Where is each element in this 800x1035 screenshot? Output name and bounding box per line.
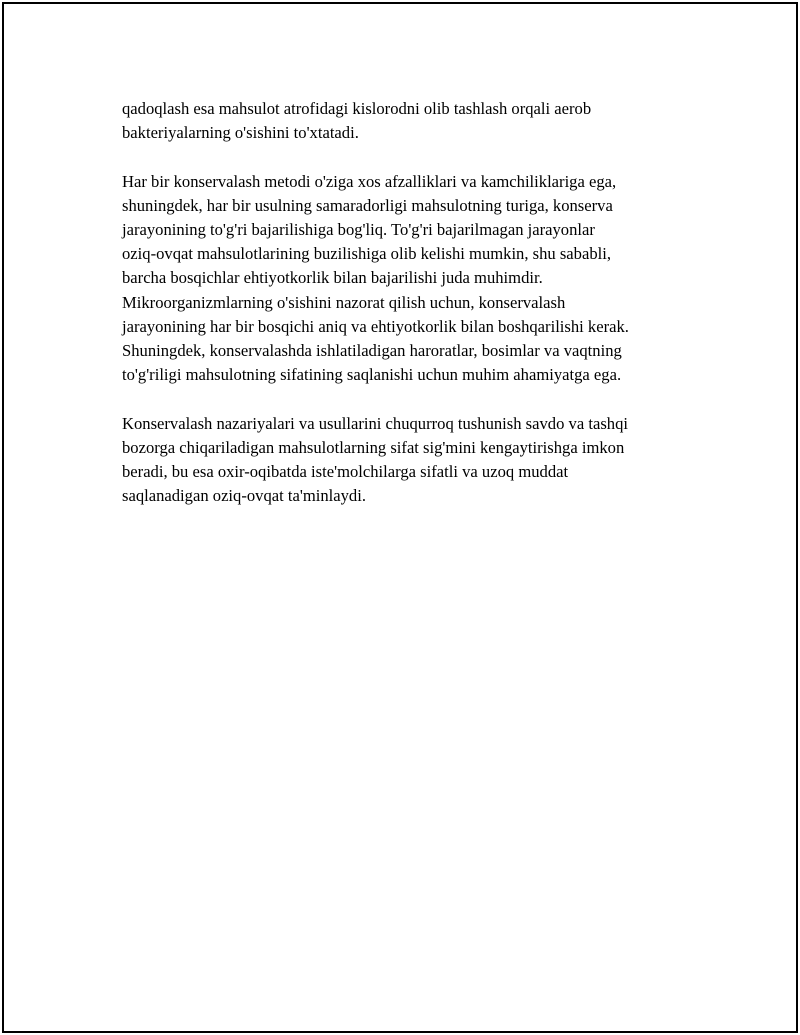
text-line: Shuningdek, konservalashda ishlatiladigan haroratlar, bosimlar va vaqtning <box>122 341 622 361</box>
text-line: jarayonining to'g'ri bajarilishiga bog'liq. To'g'ri bajarilmagan jarayonlar <box>122 220 595 239</box>
document-page <box>2 2 798 1033</box>
text-line: Har bir konservalash metodi o'ziga xos afzalliklari va kamchiliklariga ega, <box>122 171 617 191</box>
text-line: barcha bosqichlar ehtiyotkorlik bilan bajarilishi juda muhimdir. <box>122 268 543 288</box>
text-line: bakteriyalarning o'sishini to'xtatadi. <box>122 123 359 143</box>
text-line: jarayonining har bir bosqichi aniq va ehtiyotkorlik bilan boshqarilishi kerak. <box>122 316 629 336</box>
text-line: beradi, bu esa oxir-oqibatda iste'molchilarga sifatli va uzoq muddat <box>122 462 569 482</box>
paragraph-2 <box>122 170 702 388</box>
paragraph-1 <box>122 97 702 145</box>
text-line: Konservalash nazariyalari va usullarini chuqurroq tushunish savdo va tashqi <box>122 413 628 433</box>
paragraph-3 <box>122 412 702 509</box>
text-line: qadoqlash esa mahsulot atrofidagi kislorodni olib tashlash orqali aerob <box>122 99 592 118</box>
text-line: saqlanadigan oziq-ovqat ta'minlaydi. <box>122 486 366 506</box>
text-line: to'g'riligi mahsulotning sifatining saqlanishi uchun muhim ahamiyatga ega. <box>122 365 622 385</box>
page-body <box>122 97 702 533</box>
text-line: oziq-ovqat mahsulotlarining buzilishiga olib kelishi mumkin, shu sababli, <box>122 244 611 264</box>
text-line: shuningdek, har bir usulning samaradorligi mahsulotning turiga, konserva <box>122 195 613 215</box>
text-line: Mikroorganizmlarning o'sishini nazorat qilish uchun, konservalash <box>122 292 566 312</box>
text-line: bozorga chiqariladigan mahsulotlarning sifat sig'mini kengaytirishga imkon <box>122 437 625 457</box>
